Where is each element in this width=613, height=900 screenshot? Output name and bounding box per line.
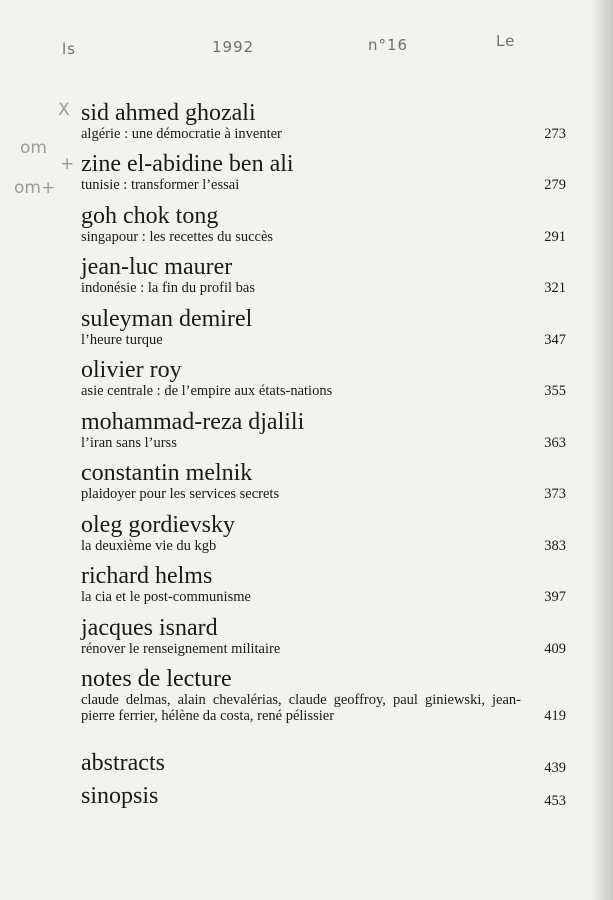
margin-note-plus: + xyxy=(60,154,75,174)
toc-title: plaidoyer pour les services secrets xyxy=(81,486,280,502)
toc-entry xyxy=(81,512,566,563)
toc-author: jacques isnard xyxy=(81,615,218,641)
margin-note-om: om xyxy=(20,138,47,158)
toc-entry-sinopsis xyxy=(81,783,566,816)
toc-entry xyxy=(81,203,566,254)
toc-abstracts-label: abstracts xyxy=(81,750,165,776)
handwritten-mark-2: 1992 xyxy=(212,38,255,56)
toc-title: singapour : les recettes du succès xyxy=(81,229,274,245)
toc-title: l’iran sans l’urss xyxy=(81,435,177,451)
toc-page: 291 xyxy=(544,229,566,245)
toc-entry-notes xyxy=(81,666,566,750)
toc-page: 409 xyxy=(544,641,566,657)
toc-entry xyxy=(81,151,566,203)
toc-page: 363 xyxy=(544,435,566,451)
toc-title: la cia et le post-communisme xyxy=(81,589,251,605)
toc-page: 419 xyxy=(544,708,566,724)
handwritten-mark-3: n°16 xyxy=(368,36,409,54)
toc-entry xyxy=(81,357,566,409)
toc-page: 373 xyxy=(544,486,566,502)
margin-note-om-plus: om+ xyxy=(14,178,56,198)
toc-entry xyxy=(81,563,566,615)
handwritten-mark-1: ls xyxy=(62,40,76,58)
toc-author: zine el-abidine ben ali xyxy=(81,151,294,177)
toc-entry xyxy=(81,254,566,306)
page-edge-shadow xyxy=(591,0,613,900)
toc-author: jean-luc maurer xyxy=(81,254,233,280)
toc-author: richard helms xyxy=(81,563,213,589)
toc-page: 439 xyxy=(544,760,566,776)
toc-sinopsis-label: sinopsis xyxy=(81,783,159,809)
toc-author: sid ahmed ghozali xyxy=(81,100,256,126)
toc-page: 347 xyxy=(544,332,566,348)
toc-title: rénover le renseignement militaire xyxy=(81,641,281,657)
toc-notes-heading: notes de lecture xyxy=(81,666,232,692)
toc-author: constantin melnik xyxy=(81,460,253,486)
toc-title: asie centrale : de l’empire aux états-nations xyxy=(81,383,333,399)
toc-page: 355 xyxy=(544,383,566,399)
toc-page: 383 xyxy=(544,538,566,554)
toc-author: suleyman demirel xyxy=(81,306,253,332)
toc-author: oleg gordievsky xyxy=(81,512,235,538)
toc-entry xyxy=(81,306,566,357)
toc-entry xyxy=(81,100,566,151)
toc-entry xyxy=(81,615,566,666)
toc-title: la deuxième vie du kgb xyxy=(81,538,217,554)
toc-title: tunisie : transformer l’essai xyxy=(81,177,240,193)
toc-notes-names: claude delmas, alain chevalérias, claude geoffroy, paul giniewski, jean-pierre ferrier, hélène da costa, rené pélissier xyxy=(81,692,521,724)
toc-author: olivier roy xyxy=(81,357,182,383)
toc-title: algérie : une démocratie à inventer xyxy=(81,126,282,142)
toc-author: mohammad-reza djalili xyxy=(81,409,305,435)
toc-page: 453 xyxy=(544,793,566,809)
toc-page: 273 xyxy=(544,126,566,142)
toc-page: 279 xyxy=(544,177,566,193)
toc-title: indonésie : la fin du profil bas xyxy=(81,280,255,296)
toc-entry xyxy=(81,460,566,512)
toc-page: 321 xyxy=(544,280,566,296)
handwritten-mark-4: Le xyxy=(496,32,516,50)
table-of-contents xyxy=(81,100,566,816)
toc-entry xyxy=(81,409,566,460)
margin-note-x: X xyxy=(58,100,70,120)
toc-title: l’heure turque xyxy=(81,332,163,348)
toc-entry-abstracts xyxy=(81,750,566,783)
toc-page: 397 xyxy=(544,589,566,605)
toc-author: goh chok tong xyxy=(81,203,219,229)
